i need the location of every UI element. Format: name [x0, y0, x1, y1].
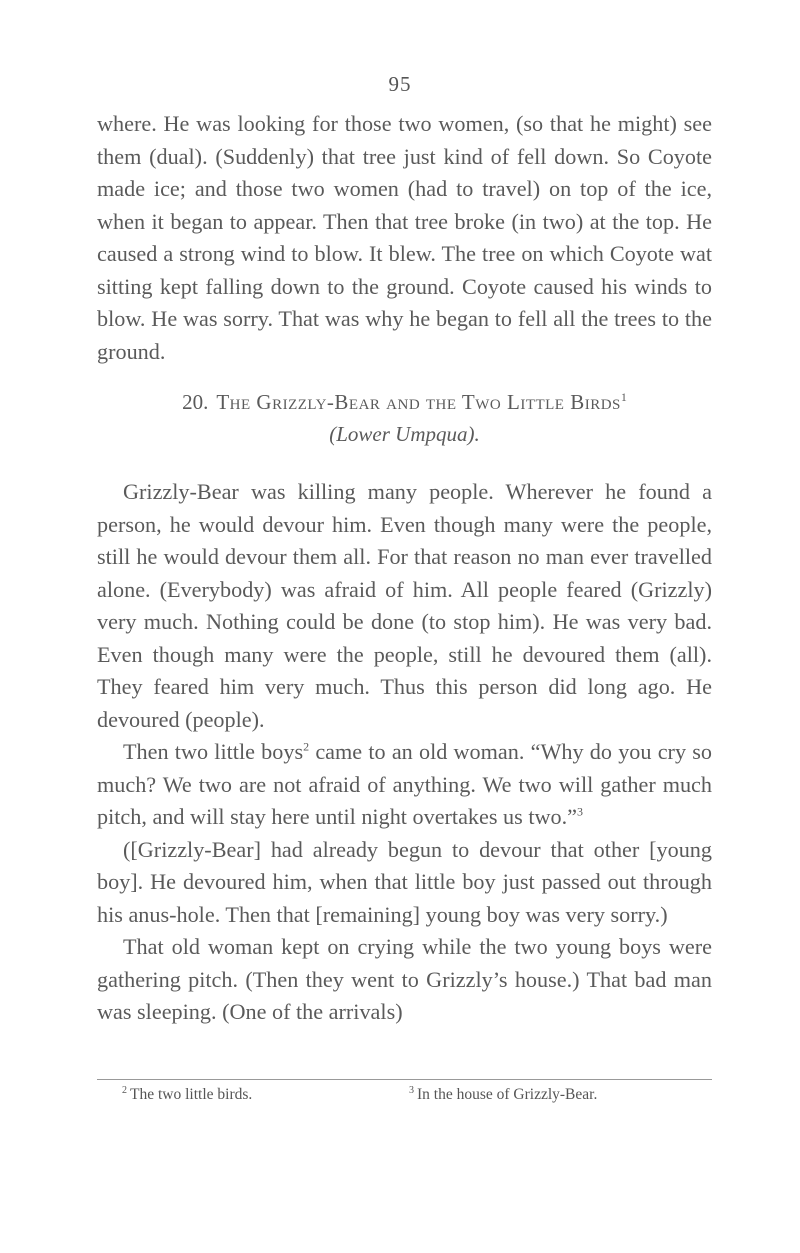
- footnote-ref-3: 3: [577, 804, 584, 819]
- section-subtitle: (Lower Umpqua).: [329, 422, 480, 446]
- story-paragraph-1: Grizzly-Bear was killing many people. Wherever he found a person, he would devour him. Even though many were the people, still he would devour them all. For that reason no man ever travelled alone. (Everybody) was afraid of him. All people feared (Grizzly) very much. Nothing could be done (to stop him). He was very bad. Even though many were the people, still he devoured them (all). They feared him very much. Thus this person did long ago. He devoured (people).: [97, 479, 712, 732]
- intro-text-block: [97, 108, 712, 368]
- footnote-rule: [97, 1079, 712, 1080]
- story-paragraph-2-rest: came to an old woman. “Why do you cry so much? We two are not afraid of anything. We two will gather much pitch, and will stay here until night overtakes us two.”: [97, 739, 712, 829]
- section-number: 20.: [182, 390, 209, 414]
- footnote-ref-2: 2: [303, 739, 310, 754]
- intro-paragraph: where. He was looking for those two women, (so that he might) see them (dual). (Suddenly) that tree just kind of fell down. So Coyote made ice; and those two women (had to travel) on top of the ice, when it began to appear. Then that tree broke (in two) at the top. He caused a strong wind to blow. It blew. The tree on which Coyote wat sitting kept falling down to the ground. Coyote caused his winds to blow. He was sorry. That was why he began to fell all the trees to the ground.: [97, 111, 712, 364]
- story-text-block: [97, 476, 712, 1029]
- footnote-2-text: The two little birds.: [130, 1086, 253, 1103]
- section-heading: [97, 386, 712, 418]
- footnote-3-text: In the house of Grizzly-Bear.: [417, 1086, 598, 1103]
- footnote-3: [409, 1084, 597, 1106]
- story-paragraph-2-start: Then two little boys: [123, 739, 304, 764]
- story-paragraph-2: [97, 736, 712, 834]
- footnote-3-mark: 3: [409, 1084, 414, 1096]
- section-title-footnote-ref: 1: [620, 390, 627, 404]
- page-number: 95: [388, 72, 412, 96]
- story-paragraph-3: ([Grizzly-Bear] had already begun to devour that other [young boy]. He devoured him, when that little boy just passed out through his anus-hole. Then that [remaining] young boy was very sorry.): [97, 836, 712, 927]
- story-paragraph-4: That old woman kept on crying while the two young boys were gathering pitch. (Then they went to Grizzly’s house.) That bad man was sleeping. (One of the arrivals): [97, 934, 712, 1024]
- footnote-2: [122, 1084, 252, 1106]
- section-title: The Grizzly-Bear and the Two Little Birds: [216, 390, 621, 414]
- footnote-2-mark: 2: [122, 1084, 127, 1096]
